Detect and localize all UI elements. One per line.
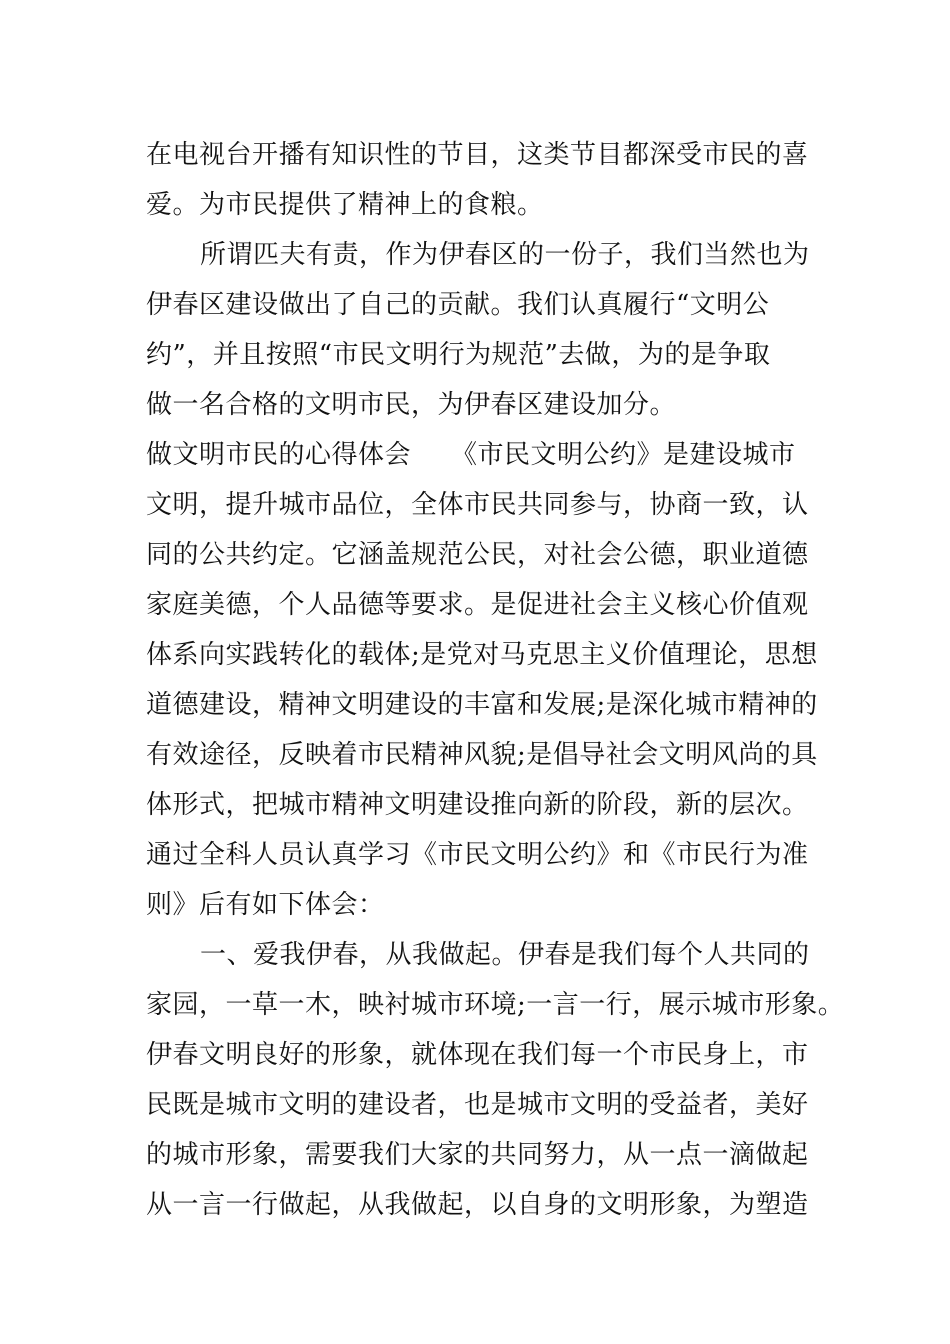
text-line: 有效途径，反映着市民精神风貌;是倡导社会文明风尚的具 (146, 740, 818, 770)
text-line: 体形式，把城市精神文明建设推向新的阶段，新的层次。 (146, 790, 809, 820)
text-line: 做一名合格的文明市民，为伊春区建设加分。 (146, 390, 677, 420)
text-line: 民既是城市文明的建设者，也是城市文明的受益者，美好 (146, 1090, 809, 1120)
text-line: 伊春区建设做出了自己的贡献。我们认真履行“文明公 (146, 290, 770, 320)
text-line: 在电视台开播有知识性的节目，这类节目都深受市民的喜 (146, 140, 809, 170)
text-line: 约”，并且按照“市民文明行为规范”去做，为的是争取 (146, 340, 771, 370)
text-line: 家庭美德，个人品德等要求。是促进社会主义核心价值观 (146, 590, 809, 620)
text-line: 从一言一行做起，从我做起，以自身的文明形象，为塑造 (146, 1190, 809, 1220)
text-line: 同的公共约定。它涵盖规范公民，对社会公德，职业道德 (146, 540, 809, 570)
text-line: 体系向实践转化的载体;是党对马克思主义价值理论，思想 (146, 640, 818, 670)
text-line: 做文明市民的心得体会 《市民文明公约》是建设城市 (146, 440, 796, 470)
text-line: 文明，提升城市品位，全体市民共同参与，协商一致，认 (146, 490, 809, 520)
text-line: 通过全科人员认真学习《市民文明公约》和《市民行为准 (146, 840, 809, 870)
text-line: 爱。为市民提供了精神上的食粮。 (146, 190, 544, 220)
text-line: 的城市形象，需要我们大家的共同努力，从一点一滴做起 (146, 1140, 809, 1170)
text-line: 伊春文明良好的形象，就体现在我们每一个市民身上，市 (146, 1040, 809, 1070)
text-line: 则》后有如下体会： (146, 890, 385, 920)
text-line: 一、爱我伊春，从我做起。伊春是我们每个人共同的 (200, 940, 810, 970)
body-text (146, 130, 846, 1230)
text-line: 道德建设，精神文明建设的丰富和发展;是深化城市精神的 (146, 690, 818, 720)
text-line: 家园，一草一木，映衬城市环境;一言一行，展示城市形象。 (146, 990, 845, 1020)
text-line: 所谓匹夫有责，作为伊春区的一份子，我们当然也为 (200, 240, 810, 270)
